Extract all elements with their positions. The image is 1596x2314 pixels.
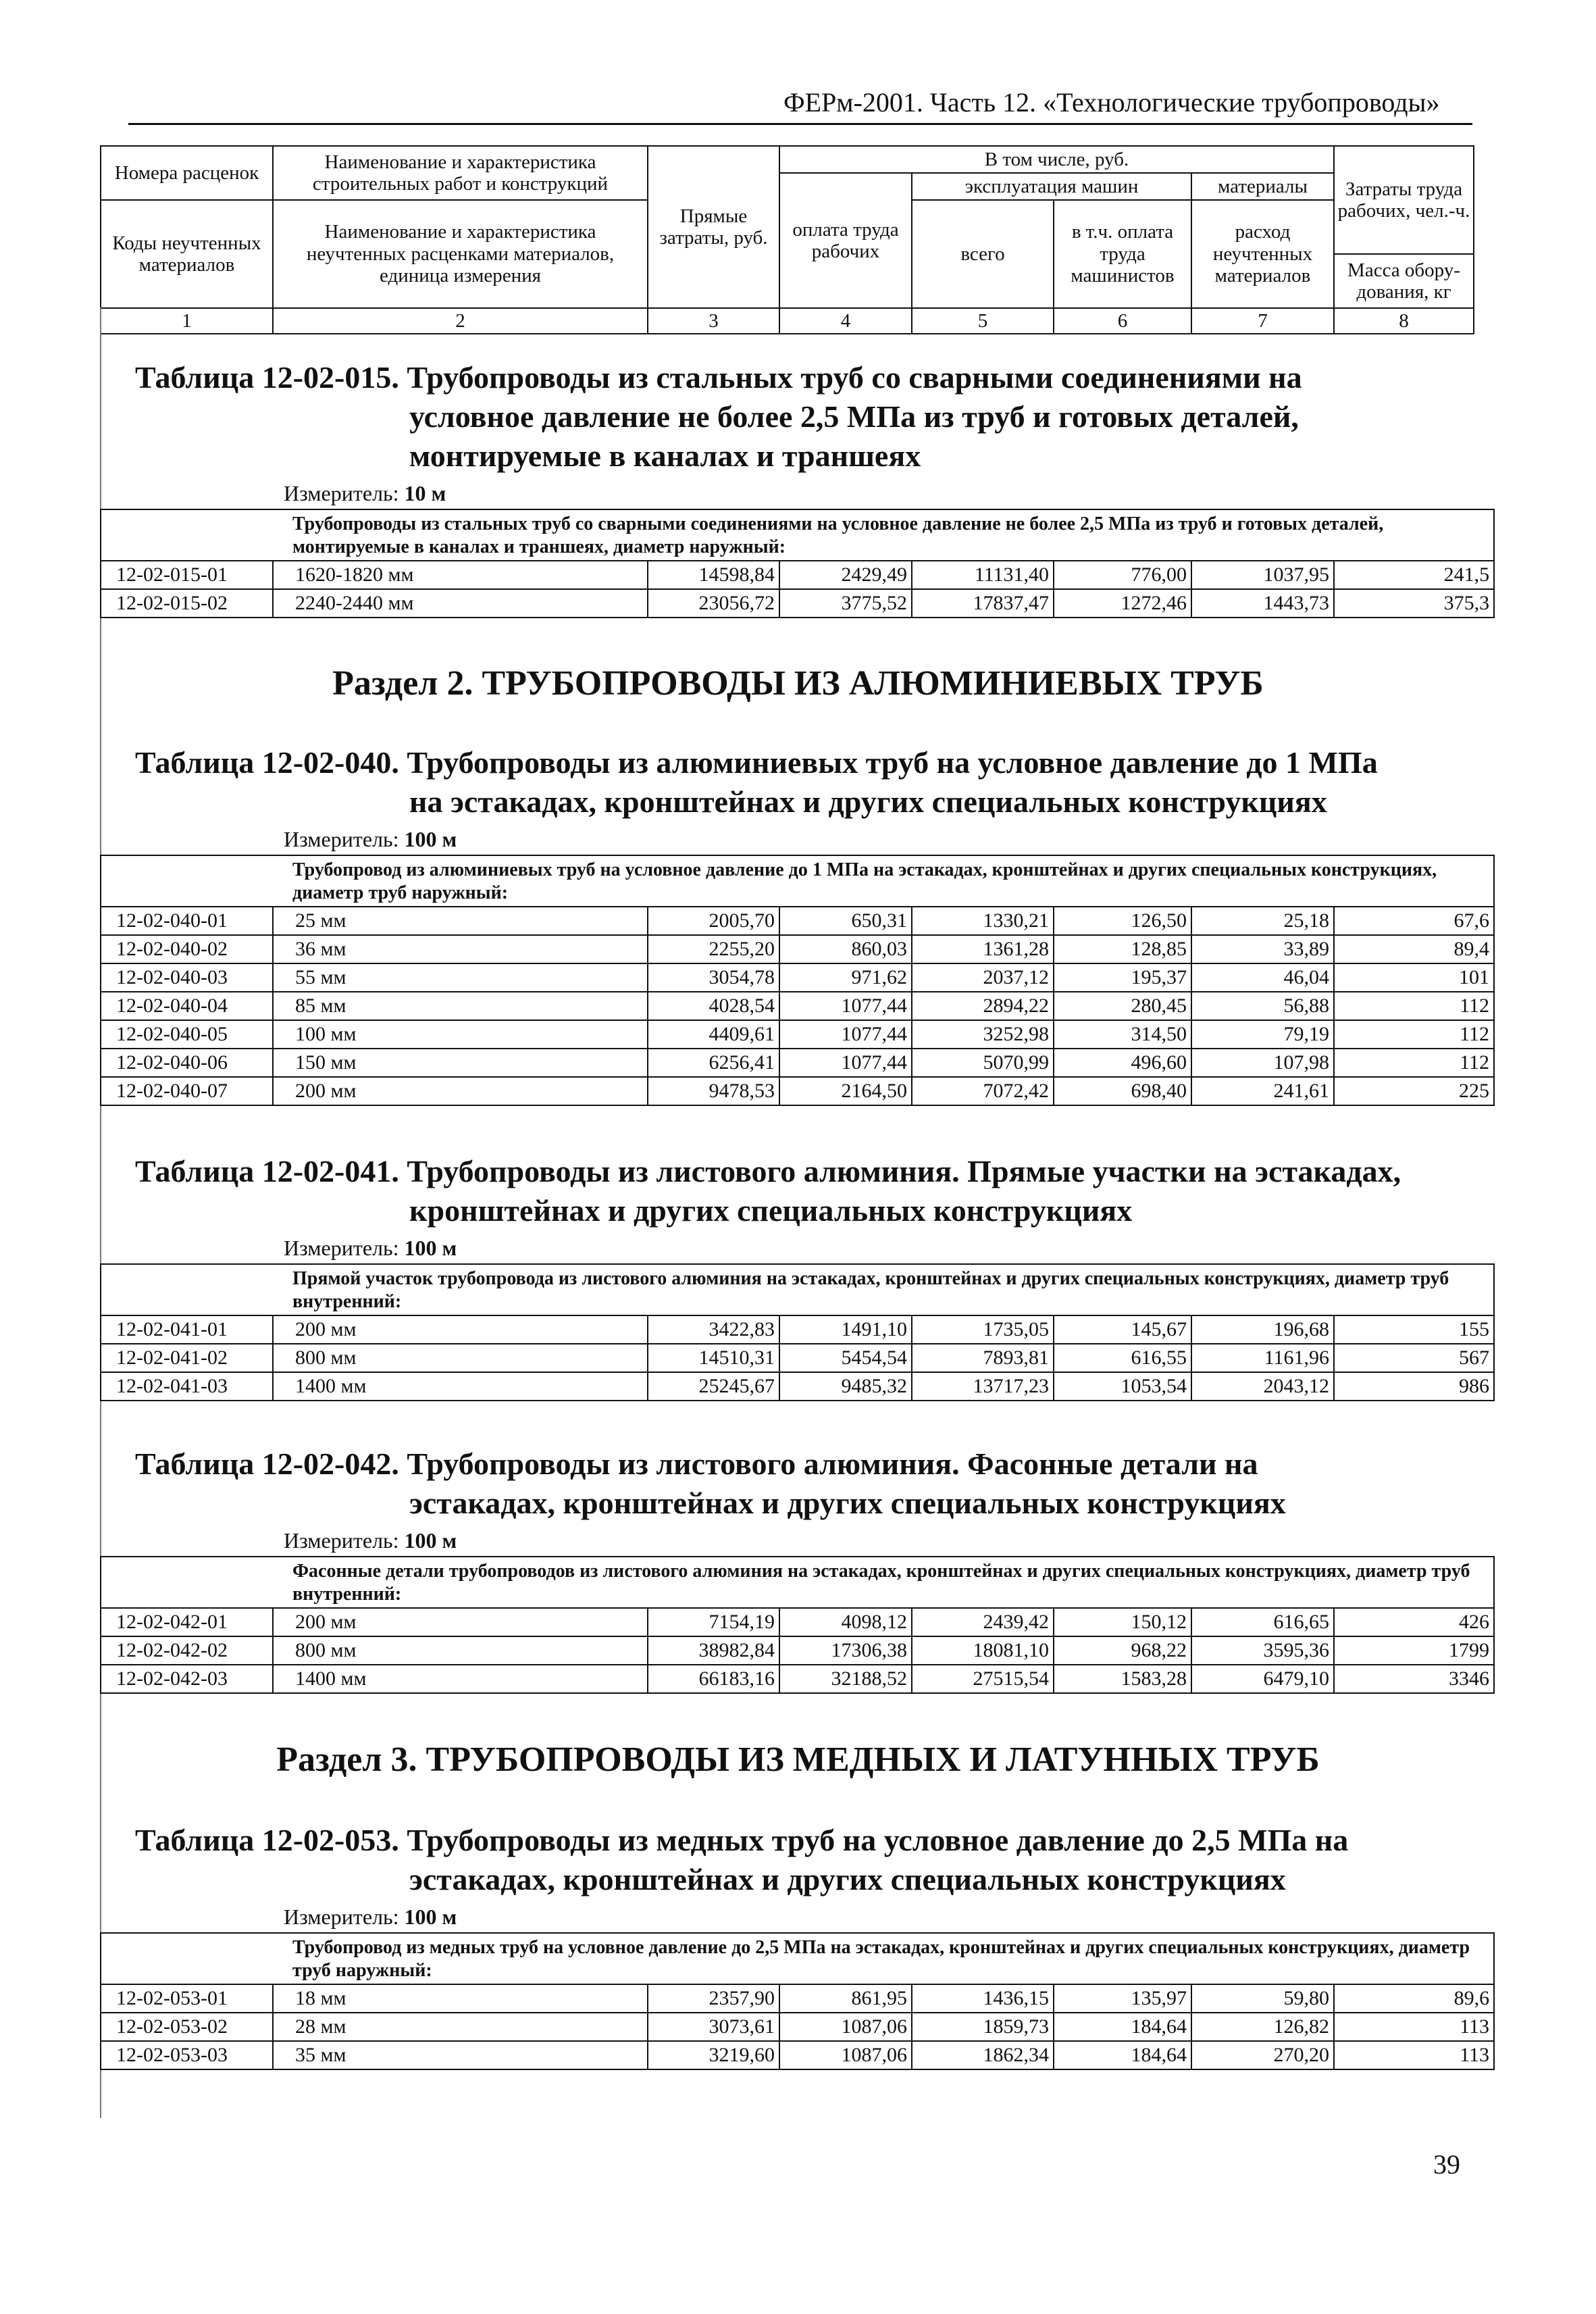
diameter-cell: 200 мм — [273, 1315, 648, 1344]
table-title-line: эстакадах, кронштейнах и других специальных конструкциях — [409, 1486, 1286, 1520]
table-row — [101, 1608, 1494, 1636]
value-cell: 196,68 — [1191, 1315, 1334, 1344]
unit-value: 100 м — [404, 1905, 457, 1929]
caption-row — [101, 1557, 1494, 1608]
diameter-cell: 1620-1820 мм — [273, 561, 648, 589]
value-cell: 3595,36 — [1191, 1636, 1334, 1665]
value-cell: 860,03 — [779, 935, 912, 963]
unit-label: Измеритель: — [284, 1528, 399, 1553]
unit-value: 100 м — [404, 1236, 457, 1260]
col-number: 7 — [1191, 308, 1334, 334]
diameter-cell: 1400 мм — [273, 1372, 648, 1401]
value-cell: 650,31 — [779, 907, 912, 935]
value-cell: 241,61 — [1191, 1077, 1334, 1105]
value-cell: 112 — [1334, 1020, 1494, 1049]
value-cell: 66183,16 — [648, 1665, 779, 1693]
table-title-line: на эстакадах, кронштейнах и других специальных конструкциях — [409, 784, 1327, 819]
caption-row — [101, 1264, 1494, 1315]
table-row — [101, 1665, 1494, 1693]
unit-label: Измеритель: — [284, 827, 399, 851]
rate-code-cell: 12-02-042-02 — [101, 1636, 273, 1665]
value-cell: 2043,12 — [1191, 1372, 1334, 1401]
value-cell: 113 — [1334, 2013, 1494, 2041]
value-cell: 79,19 — [1191, 1020, 1334, 1049]
caption-row — [101, 855, 1494, 907]
value-cell: 9485,32 — [779, 1372, 912, 1401]
value-cell: 616,55 — [1054, 1344, 1191, 1372]
diameter-cell: 28 мм — [273, 2013, 648, 2041]
value-cell: 14598,84 — [648, 561, 779, 589]
col1-header-top: Номера расценок — [101, 146, 273, 200]
value-cell: 23056,72 — [648, 589, 779, 618]
rate-code-cell: 12-02-041-02 — [101, 1344, 273, 1372]
value-cell: 1361,28 — [912, 935, 1054, 963]
value-cell: 25,18 — [1191, 907, 1334, 935]
diameter-cell: 36 мм — [273, 935, 648, 963]
value-cell: 1436,15 — [912, 1984, 1054, 2013]
table-title-line: Трубопроводы из стальных труб со сварными соединениями на — [407, 360, 1302, 395]
col-number: 5 — [912, 308, 1054, 334]
materials-header: материалы — [1191, 173, 1334, 200]
table-caption: Прямой участок трубопровода из листового алюминия на эстакадах, кронштейнах и других специальных конструкциях, диаметр труб внутренний: — [101, 1264, 1494, 1315]
value-cell: 155 — [1334, 1315, 1494, 1344]
value-cell: 32188,52 — [779, 1665, 912, 1693]
diameter-cell: 25 мм — [273, 907, 648, 935]
col-number: 8 — [1334, 308, 1474, 334]
diameter-cell: 18 мм — [273, 1984, 648, 2013]
value-cell: 18081,10 — [912, 1636, 1054, 1665]
group-header: В том числе, руб. — [779, 146, 1334, 173]
unit-line — [100, 827, 1491, 852]
diameter-cell: 100 мм — [273, 1020, 648, 1049]
table-row — [101, 907, 1494, 935]
table-caption: Трубопровод из алюминиевых труб на условное давление до 1 МПа на эстакадах, кронштейнах и других специальных конструкциях, диаметр труб наружный: — [101, 855, 1494, 907]
value-cell: 426 — [1334, 1608, 1494, 1636]
value-cell: 1330,21 — [912, 907, 1054, 935]
table-title — [100, 743, 1491, 822]
rate-code-cell: 12-02-015-02 — [101, 589, 273, 618]
col6-header: в т.ч. оплата труда машинистов — [1054, 200, 1191, 308]
col-number: 3 — [648, 308, 779, 334]
table-title-line: условное давление не более 2,5 МПа из труб и готовых деталей, — [409, 399, 1299, 434]
value-cell: 195,37 — [1054, 963, 1191, 992]
table-row — [101, 963, 1494, 992]
col-number: 4 — [779, 308, 912, 334]
value-cell: 1053,54 — [1054, 1372, 1191, 1401]
machines-header: эксплуатация машин — [912, 173, 1191, 200]
unit-line — [100, 1236, 1491, 1261]
diameter-cell: 200 мм — [273, 1608, 648, 1636]
diameter-cell: 200 мм — [273, 1077, 648, 1105]
value-cell: 776,00 — [1054, 561, 1191, 589]
value-cell: 112 — [1334, 992, 1494, 1020]
value-cell: 126,82 — [1191, 2013, 1334, 2041]
rate-code-cell: 12-02-041-01 — [101, 1315, 273, 1344]
diameter-cell: 2240-2440 мм — [273, 589, 648, 618]
value-cell: 1799 — [1334, 1636, 1494, 1665]
value-cell: 2005,70 — [648, 907, 779, 935]
col1-header-bottom: Коды неучтенных материалов — [101, 200, 273, 308]
data-table — [100, 1932, 1495, 2070]
col2-header-top: Наименование и характеристика строительных работ и конструкций — [273, 146, 648, 200]
page-number: 39 — [1433, 2149, 1460, 2180]
table-title-line: Трубопроводы из листового алюминия. Прямые участки на эстакадах, — [407, 1154, 1401, 1188]
col8-header-top: Затраты труда рабочих, чел.-ч. — [1334, 146, 1474, 254]
value-cell: 135,97 — [1054, 1984, 1191, 2013]
value-cell: 1077,44 — [779, 992, 912, 1020]
table-row — [101, 589, 1494, 618]
value-cell: 986 — [1334, 1372, 1494, 1401]
value-cell: 107,98 — [1191, 1049, 1334, 1077]
value-cell: 2894,22 — [912, 992, 1054, 1020]
table-row — [101, 1020, 1494, 1049]
table-title-prefix: Таблица 12-02-015. — [135, 360, 399, 395]
value-cell: 6256,41 — [648, 1049, 779, 1077]
table-row — [101, 2013, 1494, 2041]
rate-code-cell: 12-02-040-06 — [101, 1049, 273, 1077]
value-cell: 46,04 — [1191, 963, 1334, 992]
rate-code-cell: 12-02-053-03 — [101, 2041, 273, 2069]
table-title-line: Трубопроводы из алюминиевых труб на условное давление до 1 МПа — [407, 745, 1378, 780]
value-cell: 1161,96 — [1191, 1344, 1334, 1372]
header-rule — [128, 123, 1472, 125]
value-cell: 241,5 — [1334, 561, 1494, 589]
table-section — [100, 1444, 1491, 1694]
table-row — [101, 935, 1494, 963]
table-title-prefix: Таблица 12-02-041. — [135, 1154, 399, 1188]
table-caption: Трубопроводы из стальных труб со сварными соединениями на условное давление не более 2,5 МПа из труб и готовых деталей, монтируемые в каналах и траншеях, диаметр наружный: — [101, 509, 1494, 561]
diameter-cell: 35 мм — [273, 2041, 648, 2069]
table-caption: Фасонные детали трубопроводов из листового алюминия на эстакадах, кронштейнах и других специальных конструкциях, диаметр труб внутренний: — [101, 1557, 1494, 1608]
col-number: 2 — [273, 308, 648, 334]
rate-code-cell: 12-02-040-01 — [101, 907, 273, 935]
value-cell: 698,40 — [1054, 1077, 1191, 1105]
table-row — [101, 1984, 1494, 2013]
value-cell: 112 — [1334, 1049, 1494, 1077]
table-section — [100, 743, 1491, 1106]
table-section — [100, 1821, 1491, 2070]
value-cell: 101 — [1334, 963, 1494, 992]
table-title — [100, 358, 1491, 476]
table-section — [100, 358, 1491, 618]
rate-code-cell: 12-02-040-02 — [101, 935, 273, 963]
rate-code-cell: 12-02-042-01 — [101, 1608, 273, 1636]
value-cell: 5070,99 — [912, 1049, 1054, 1077]
value-cell: 3346 — [1334, 1665, 1494, 1693]
diameter-cell: 800 мм — [273, 1636, 648, 1665]
col5-header: всего — [912, 200, 1054, 308]
data-table — [100, 509, 1495, 618]
value-cell: 4028,54 — [648, 992, 779, 1020]
col-number: 6 — [1054, 308, 1191, 334]
table-title-line: монтируемые в каналах и траншеях — [409, 438, 921, 473]
value-cell: 2357,90 — [648, 1984, 779, 2013]
value-cell: 1491,10 — [779, 1315, 912, 1344]
table-row — [101, 992, 1494, 1020]
col2-header-bottom: Наименование и характеристика неучтенных расценками материалов, единица измерения — [273, 200, 648, 308]
rate-code-cell: 12-02-040-05 — [101, 1020, 273, 1049]
table-row — [101, 1344, 1494, 1372]
unit-value: 100 м — [404, 1528, 457, 1553]
table-title-line: кронштейнах и других специальных конструкциях — [409, 1193, 1133, 1228]
value-cell: 1077,44 — [779, 1020, 912, 1049]
value-cell: 17306,38 — [779, 1636, 912, 1665]
value-cell: 25245,67 — [648, 1372, 779, 1401]
value-cell: 4098,12 — [779, 1608, 912, 1636]
rate-code-cell: 12-02-040-07 — [101, 1077, 273, 1105]
col8-header-bottom: Масса обору-дования, кг — [1334, 254, 1474, 308]
value-cell: 13717,23 — [912, 1372, 1054, 1401]
table-row — [101, 2041, 1494, 2069]
value-cell: 280,45 — [1054, 992, 1191, 1020]
value-cell: 1037,95 — [1191, 561, 1334, 589]
value-cell: 7893,81 — [912, 1344, 1054, 1372]
value-cell: 184,64 — [1054, 2013, 1191, 2041]
value-cell: 1859,73 — [912, 2013, 1054, 2041]
value-cell: 1583,28 — [1054, 1665, 1191, 1693]
value-cell: 33,89 — [1191, 935, 1334, 963]
col7-header: расход неучтенных материалов — [1191, 200, 1334, 308]
value-cell: 59,80 — [1191, 1984, 1334, 2013]
unit-label: Измеритель: — [284, 481, 399, 505]
caption-row — [101, 1933, 1494, 1984]
table-title-prefix: Таблица 12-02-040. — [135, 745, 399, 780]
table-section — [100, 1152, 1491, 1401]
value-cell: 38982,84 — [648, 1636, 779, 1665]
diameter-cell: 55 мм — [273, 963, 648, 992]
unit-line — [100, 1905, 1491, 1930]
unit-label: Измеритель: — [284, 1905, 399, 1929]
table-title — [100, 1152, 1491, 1230]
unit-line — [100, 1528, 1491, 1553]
table-title-line: Трубопроводы из медных труб на условное давление до 2,5 МПа на — [407, 1823, 1349, 1857]
table-row — [101, 561, 1494, 589]
table-caption: Трубопровод из медных труб на условное давление до 2,5 МПа на эстакадах, кронштейнах и других специальных конструкциях, диаметр труб наружный: — [101, 1933, 1494, 1984]
caption-row — [101, 509, 1494, 561]
value-cell: 9478,53 — [648, 1077, 779, 1105]
value-cell: 1735,05 — [912, 1315, 1054, 1344]
value-cell: 968,22 — [1054, 1636, 1191, 1665]
value-cell: 5454,54 — [779, 1344, 912, 1372]
value-cell: 2429,49 — [779, 561, 912, 589]
value-cell: 616,65 — [1191, 1608, 1334, 1636]
value-cell: 11131,40 — [912, 561, 1054, 589]
value-cell: 3252,98 — [912, 1020, 1054, 1049]
unit-value: 10 м — [404, 481, 446, 505]
rate-code-cell: 12-02-053-01 — [101, 1984, 273, 2013]
value-cell: 1087,06 — [779, 2041, 912, 2069]
table-title-prefix: Таблица 12-02-042. — [135, 1447, 399, 1481]
value-cell: 3054,78 — [648, 963, 779, 992]
value-cell: 126,50 — [1054, 907, 1191, 935]
value-cell: 861,95 — [779, 1984, 912, 2013]
value-cell: 113 — [1334, 2041, 1494, 2069]
rate-code-cell: 12-02-042-03 — [101, 1665, 273, 1693]
value-cell: 17837,47 — [912, 589, 1054, 618]
value-cell: 2255,20 — [648, 935, 779, 963]
value-cell: 4409,61 — [648, 1020, 779, 1049]
value-cell: 1862,34 — [912, 2041, 1054, 2069]
table-title-prefix: Таблица 12-02-053. — [135, 1823, 399, 1857]
table-row — [101, 1372, 1494, 1401]
table-row — [101, 1315, 1494, 1344]
section-3-heading: Раздел 3. ТРУБОПРОВОДЫ ИЗ МЕДНЫХ И ЛАТУННЫХ ТРУБ — [276, 1740, 1320, 1779]
value-cell: 145,67 — [1054, 1315, 1191, 1344]
value-cell: 3219,60 — [648, 2041, 779, 2069]
value-cell: 314,50 — [1054, 1020, 1191, 1049]
value-cell: 1443,73 — [1191, 589, 1334, 618]
value-cell: 3073,61 — [648, 2013, 779, 2041]
col3-header: Прямые затраты, руб. — [648, 146, 779, 308]
unit-line — [100, 481, 1491, 506]
value-cell: 270,20 — [1191, 2041, 1334, 2069]
data-table — [100, 855, 1495, 1106]
value-cell: 567 — [1334, 1344, 1494, 1372]
value-cell: 1087,06 — [779, 2013, 912, 2041]
value-cell: 496,60 — [1054, 1049, 1191, 1077]
value-cell: 3775,52 — [779, 589, 912, 618]
value-cell: 14510,31 — [648, 1344, 779, 1372]
column-header-grid — [100, 145, 1474, 334]
value-cell: 3422,83 — [648, 1315, 779, 1344]
value-cell: 27515,54 — [912, 1665, 1054, 1693]
value-cell: 89,6 — [1334, 1984, 1494, 2013]
table-title — [100, 1444, 1491, 1523]
diameter-cell: 800 мм — [273, 1344, 648, 1372]
diameter-cell: 1400 мм — [273, 1665, 648, 1693]
rate-code-cell: 12-02-015-01 — [101, 561, 273, 589]
diameter-cell: 85 мм — [273, 992, 648, 1020]
data-table — [100, 1556, 1495, 1694]
section-2-heading: Раздел 2. ТРУБОПРОВОДЫ ИЗ АЛЮМИНИЕВЫХ ТРУБ — [332, 664, 1264, 703]
diameter-cell: 150 мм — [273, 1049, 648, 1077]
value-cell: 184,64 — [1054, 2041, 1191, 2069]
value-cell: 56,88 — [1191, 992, 1334, 1020]
value-cell: 67,6 — [1334, 907, 1494, 935]
value-cell: 225 — [1334, 1077, 1494, 1105]
table-title-line: Трубопроводы из листового алюминия. Фасонные детали на — [407, 1447, 1258, 1481]
value-cell: 2439,42 — [912, 1608, 1054, 1636]
value-cell: 7072,42 — [912, 1077, 1054, 1105]
table-title-line: эстакадах, кронштейнах и других специальных конструкциях — [409, 1862, 1286, 1896]
rate-code-cell: 12-02-053-02 — [101, 2013, 273, 2041]
unit-label: Измеритель: — [284, 1236, 399, 1260]
rate-code-cell: 12-02-040-03 — [101, 963, 273, 992]
col4-header: оплата труда рабочих — [779, 173, 912, 308]
value-cell: 375,3 — [1334, 589, 1494, 618]
value-cell: 89,4 — [1334, 935, 1494, 963]
value-cell: 6479,10 — [1191, 1665, 1334, 1693]
table-row — [101, 1049, 1494, 1077]
value-cell: 971,62 — [779, 963, 912, 992]
unit-value: 100 м — [404, 827, 457, 851]
rate-code-cell: 12-02-040-04 — [101, 992, 273, 1020]
value-cell: 1077,44 — [779, 1049, 912, 1077]
value-cell: 7154,19 — [648, 1608, 779, 1636]
data-table — [100, 1263, 1495, 1401]
rate-code-cell: 12-02-041-03 — [101, 1372, 273, 1401]
col-number: 1 — [101, 308, 273, 334]
table-title — [100, 1821, 1491, 1899]
value-cell: 2037,12 — [912, 963, 1054, 992]
running-title: ФЕРм-2001. Часть 12. «Технологические трубопроводы» — [783, 87, 1440, 118]
value-cell: 128,85 — [1054, 935, 1191, 963]
value-cell: 2164,50 — [779, 1077, 912, 1105]
table-row — [101, 1636, 1494, 1665]
value-cell: 150,12 — [1054, 1608, 1191, 1636]
value-cell: 1272,46 — [1054, 589, 1191, 618]
table-row — [101, 1077, 1494, 1105]
